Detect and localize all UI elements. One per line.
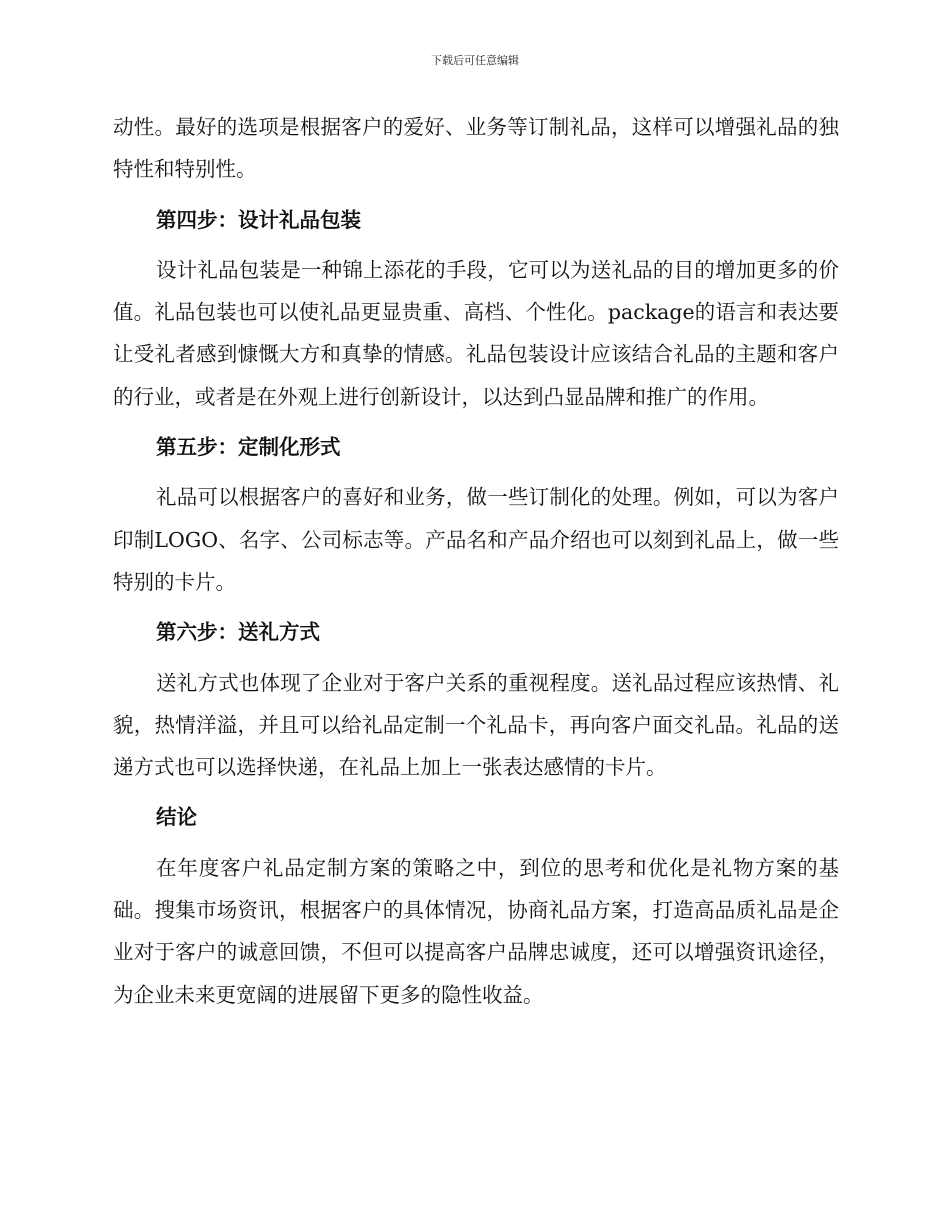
- paragraph-customization: 礼品可以根据客户的喜好和业务，做一些订制化的处理。例如，可以为客户印制LOGO、名字、公司标志等。产品名和产品介绍也可以刻到礼品上，做一些特别的卡片。: [113, 485, 839, 594]
- paragraph-gift-packaging: 设计礼品包装是一种锦上添花的手段，它可以为送礼品的目的增加更多的价值。礼品包装也可以使礼品更显贵重、高档、个性化。package的语言和表达要让受礼者感到慷慨大方和真挚的情感。礼品包装设计应该结合礼品的主题和客户的行业，或者是在外观上进行创新设计，以达到凸显品牌和推广的作用。: [113, 257, 839, 409]
- section-heading-step-four: 第四步：设计礼品包装: [156, 207, 361, 232]
- paragraph-gift-delivery: 送礼方式也体现了企业对于客户关系的重视程度。送礼品过程应该热情、礼貌，热情洋溢，并且可以给礼品定制一个礼品卡，再向客户面交礼品。礼品的送递方式也可以选择快递，在礼品上加上一张表达感情的卡片。: [113, 670, 839, 780]
- section-heading-step-six: 第六步：送礼方式: [156, 620, 320, 645]
- section-heading-conclusion: 结论: [156, 805, 197, 830]
- paragraph-conclusion: 在年度客户礼品定制方案的策略之中，到位的思考和优化是礼物方案的基础。搜集市场资讯，根据客户的具体情况，协商礼品方案，打造高品质礼品是企业对于客户的诚意回馈，不但可以提高客户品牌忠诚度，还可以增强资讯途径，为企业未来更宽阔的进展留下更多的隐性收益。: [113, 855, 839, 1007]
- page-header-note: 下载后可任意编辑: [431, 54, 519, 67]
- section-heading-step-five: 第五步：定制化形式: [156, 435, 341, 460]
- paragraph-continuation: 动性。最好的选项是根据客户的爱好、业务等订制礼品，这样可以增强礼品的独特性和特别性。: [113, 115, 839, 182]
- document-body: [113, 106, 839, 1024]
